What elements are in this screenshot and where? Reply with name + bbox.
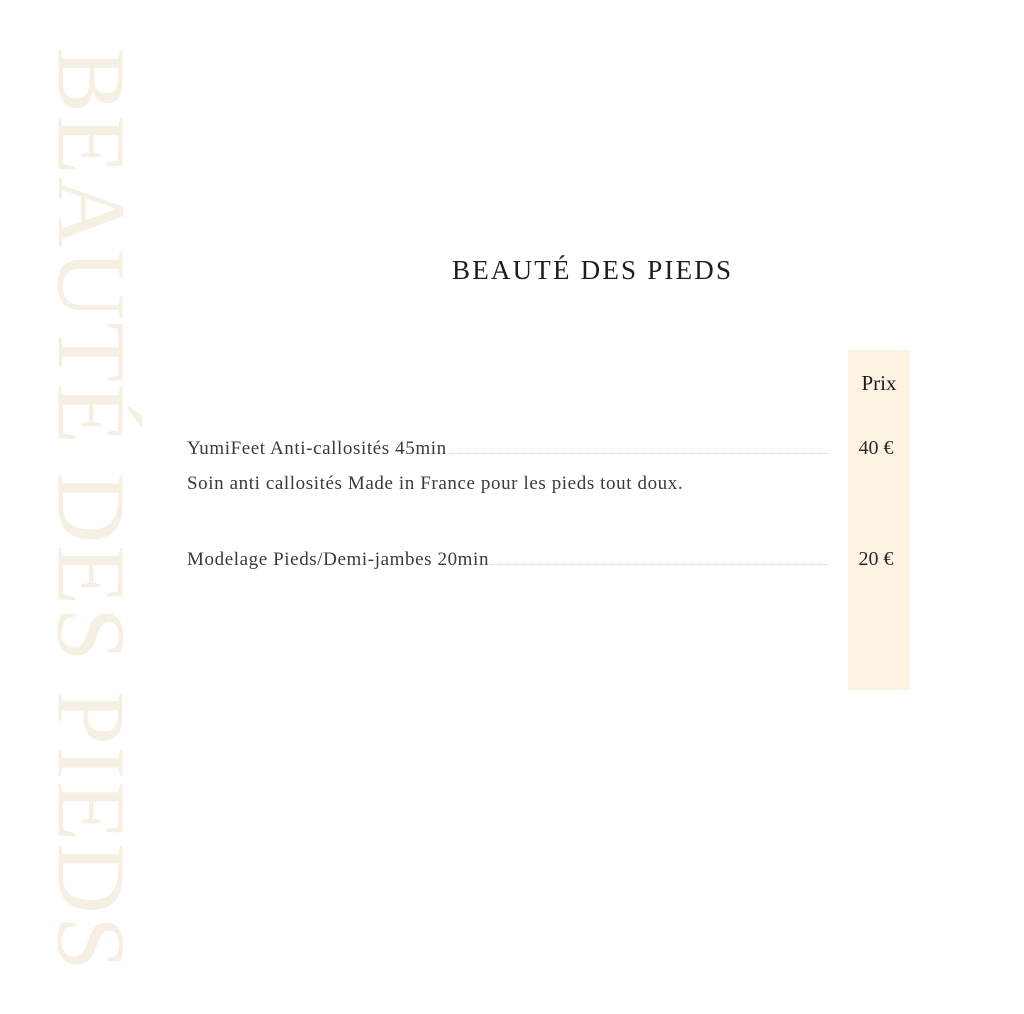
page-title: BEAUTÉ DES PIEDS	[452, 255, 734, 285]
menu-item-name: YumiFeet Anti-callosités 45min	[187, 438, 447, 459]
menu-item-row	[187, 548, 907, 571]
dotted-leader	[449, 452, 829, 454]
menu-item-name: Modelage Pieds/Demi-jambes 20min	[187, 549, 490, 570]
menu-item-description: Soin anti callosités Made in France pour les pieds tout doux.	[187, 473, 684, 494]
menu-item-price: 40 €	[858, 437, 894, 459]
watermark-text: BEAUTÉ DES PIEDS	[36, 47, 145, 973]
menu-item-row	[187, 437, 907, 460]
price-column-header: Prix	[861, 371, 897, 395]
dotted-leader	[491, 563, 829, 565]
watermark	[36, 40, 145, 980]
price-column-background	[848, 350, 910, 690]
menu-item-yumifeet	[187, 437, 907, 495]
menu-item-price: 20 €	[858, 548, 894, 570]
menu-item-modelage	[187, 548, 907, 571]
